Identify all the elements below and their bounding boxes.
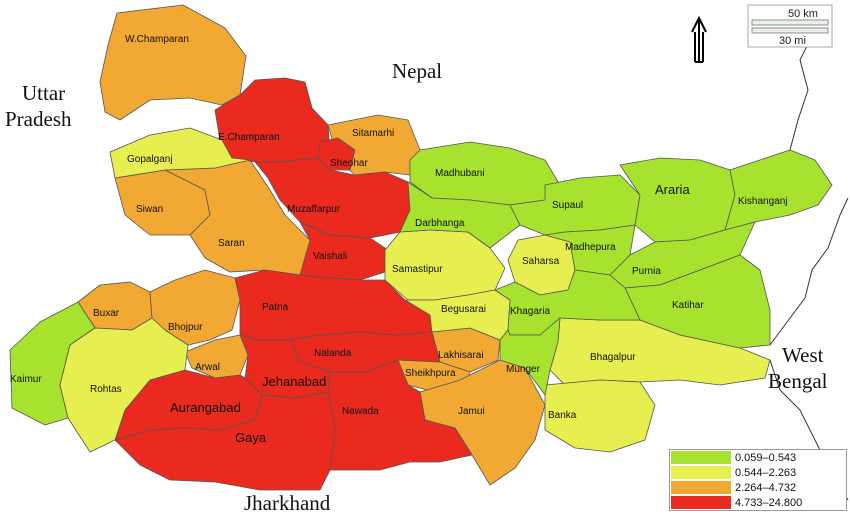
label-bhojpur: Bhojpur (168, 322, 203, 333)
label-arwal: Arwal (195, 362, 221, 373)
label-aurangabad: Aurangabad (170, 400, 241, 415)
legend-label: 2.264–4.732 (735, 481, 797, 494)
scale-km-label: 50 km (788, 8, 818, 20)
label-w-champaran: W.Champaran (125, 34, 189, 45)
label-katihar: Katihar (672, 300, 704, 311)
label-kaimur: Kaimur (10, 374, 42, 385)
district-kishanganj[interactable] (725, 150, 832, 230)
label-patna: Patna (262, 302, 289, 313)
label-jehanabad: Jehanabad (262, 374, 327, 389)
legend-swatch (671, 481, 731, 494)
scale-mi-label: 30 mi (779, 35, 806, 47)
label-gaya: Gaya (235, 430, 267, 445)
label-e-champaran: E.Champaran (218, 132, 280, 143)
district-w-champaran[interactable] (100, 5, 246, 120)
label-banka: Banka (548, 410, 577, 421)
label-begusarai: Begusarai (441, 304, 487, 315)
label-sheikhpura: Sheikhpura (405, 368, 456, 379)
legend-row (670, 495, 846, 510)
legend-row (670, 465, 846, 480)
label-sheohar: Sheohar (330, 158, 368, 169)
label-jamui: Jamui (458, 406, 485, 417)
west-bengal-boundary (770, 198, 848, 345)
label-sitamarhi: Sitamarhi (352, 128, 395, 139)
label-bhagalpur: Bhagalpur (590, 352, 636, 363)
legend-swatch (671, 451, 731, 464)
label-munger: Munger (506, 364, 540, 375)
label-gopalganj: Gopalganj (127, 154, 173, 165)
legend-label: 0.544–2.263 (735, 466, 797, 479)
region-label-uttar-pradesh-2: Pradesh (5, 107, 72, 131)
region-label-uttar-pradesh-1: Uttar (22, 81, 66, 105)
label-kishanganj: Kishanganj (738, 196, 788, 207)
label-rohtas: Rohtas (90, 384, 122, 395)
label-lakhisarai: Lakhisarai (438, 350, 484, 361)
legend-label: 0.059–0.543 (735, 451, 797, 464)
label-samastipur: Samastipur (392, 264, 443, 275)
label-nawada: Nawada (342, 406, 379, 417)
label-khagaria: Khagaria (510, 306, 551, 317)
region-label-west-bengal-2: Bengal (768, 369, 828, 393)
legend-row (670, 450, 846, 465)
map-legend (669, 449, 847, 511)
label-madhubani: Madhubani (435, 168, 485, 179)
label-madhepura: Madhepura (565, 242, 616, 253)
legend-swatch (671, 466, 731, 479)
label-saharsa: Saharsa (522, 256, 560, 267)
label-vaishali: Vaishali (313, 251, 348, 262)
legend-row (670, 480, 846, 495)
label-purnia: Purnia (632, 266, 661, 277)
region-label-jharkhand: Jharkhand (244, 491, 331, 515)
legend-label: 4.733–24.800 (735, 496, 803, 509)
label-siwan: Siwan (136, 204, 164, 215)
label-nalanda: Nalanda (314, 348, 352, 359)
region-label-nepal: Nepal (392, 59, 443, 83)
label-araria: Araria (655, 182, 690, 197)
label-saran: Saran (218, 238, 245, 249)
north-arrow-icon (692, 18, 706, 62)
label-buxar: Buxar (93, 308, 120, 319)
label-muzaffarpur: Muzaffarpur (287, 204, 341, 215)
region-label-west-bengal-1: West (782, 343, 824, 367)
scale-bar (748, 5, 832, 47)
legend-swatch (671, 496, 731, 509)
label-supaul: Supaul (552, 200, 584, 211)
district-madhubani[interactable] (410, 142, 560, 205)
label-darbhanga: Darbhanga (415, 218, 465, 229)
